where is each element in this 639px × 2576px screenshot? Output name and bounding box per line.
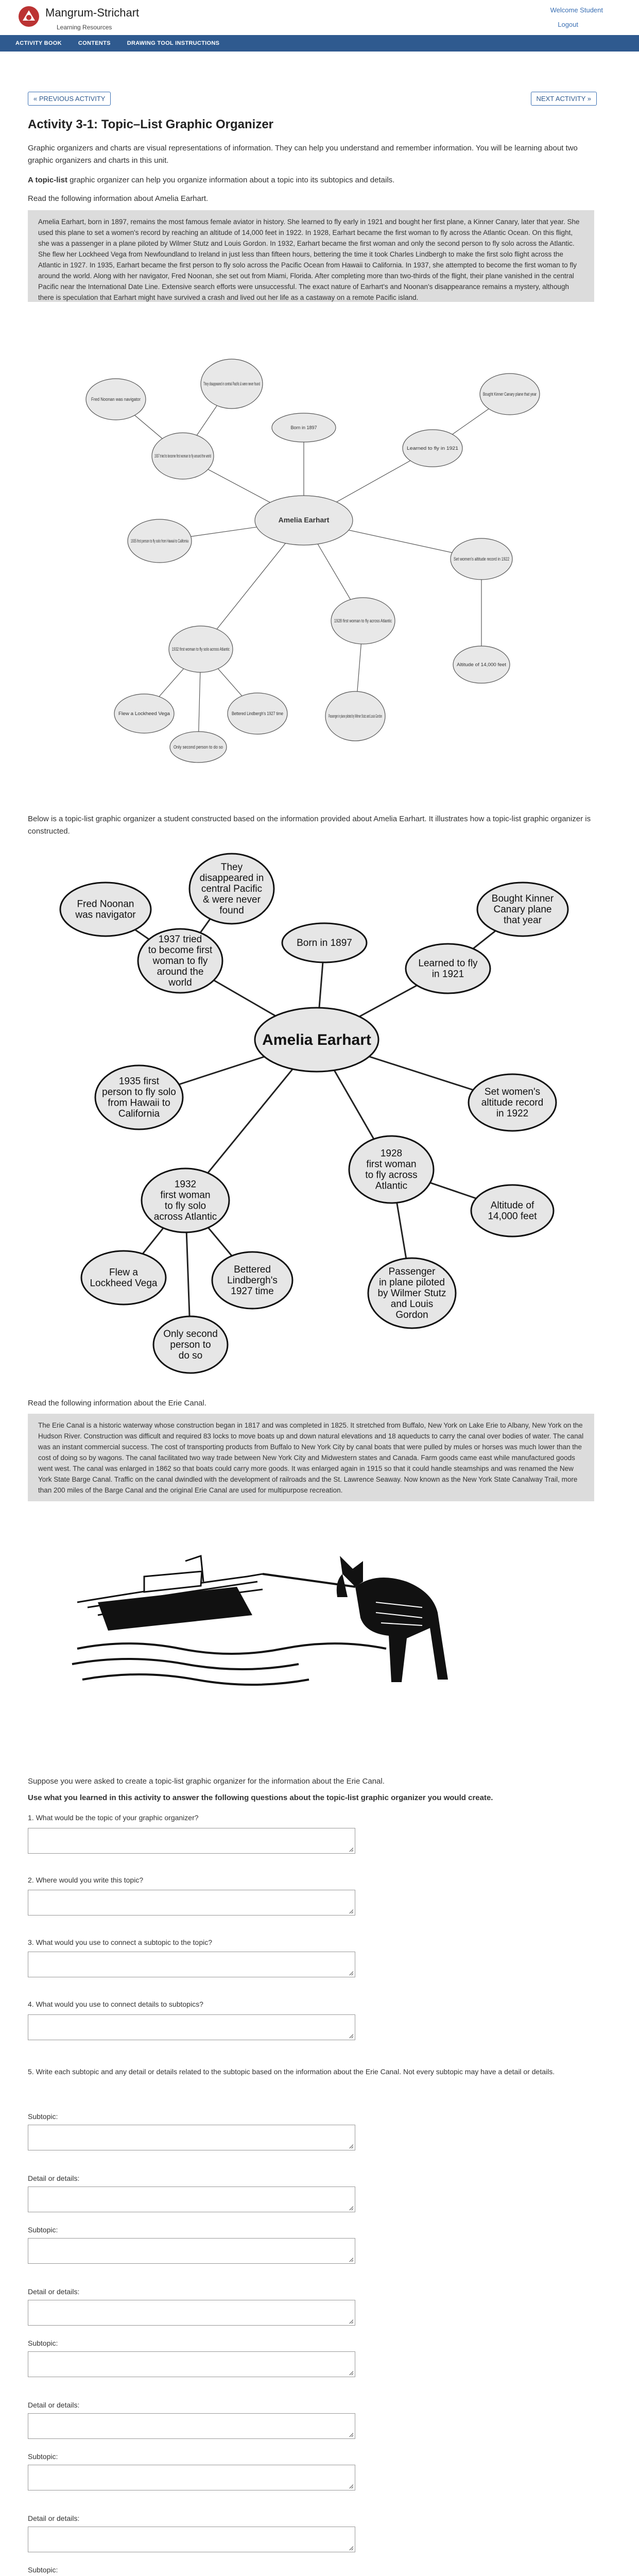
site-header: [0, 0, 639, 35]
large-label-line: first woman: [160, 1190, 211, 1201]
main-nav: [0, 35, 639, 52]
large-label-line: Flew a: [109, 1267, 138, 1278]
question-4: 4. What would you use to connect details to subtopics?: [28, 2000, 203, 2008]
read-amelia-instruction: Read the following information about Amelia Earhart.: [28, 194, 209, 203]
large-center-label: Amelia Earhart: [262, 1031, 371, 1048]
nav-contents[interactable]: CONTENTS: [78, 40, 111, 46]
question-5: 5. Write each subtopic and any detail or details related to the subtopic based on the information about the Erie Canal. Not every subtopic may have a detail or details.: [28, 2067, 555, 2076]
previous-activity-button[interactable]: « PREVIOUS ACTIVITY: [28, 92, 111, 106]
large-label-line: 14,000 feet: [488, 1211, 537, 1222]
large-label-line: Bettered: [234, 1264, 271, 1275]
nav-drawing-tool-instructions[interactable]: DRAWING TOOL INSTRUCTIONS: [127, 40, 220, 46]
large-label-line: altitude record: [481, 1097, 544, 1108]
logo: [18, 5, 40, 28]
next-activity-button[interactable]: NEXT ACTIVITY »: [531, 92, 597, 106]
large-label-line: 1937 tried: [158, 934, 202, 945]
large-label-line: person to fly solo: [102, 1087, 176, 1098]
answer-1-input[interactable]: [28, 1828, 355, 1854]
small-label-lindbergh: Bettered Lindbergh's 1927 time: [232, 711, 283, 716]
large-label-line: Lindbergh's: [227, 1275, 278, 1286]
large-label-line: by Wilmer Stutz: [377, 1288, 446, 1299]
answer-2-input[interactable]: [28, 1890, 355, 1916]
large-label-line: Canary plane: [493, 904, 552, 915]
subtopic-input[interactable]: [28, 2465, 355, 2490]
large-label-line: in 1922: [496, 1108, 529, 1119]
intro-bold: A topic-list: [28, 176, 67, 184]
nav-activity-book[interactable]: ACTIVITY BOOK: [15, 40, 62, 46]
large-label-line: Set women's: [484, 1087, 541, 1097]
large-label-line: that year: [504, 915, 542, 926]
large-label-line: from Hawaii to: [108, 1097, 170, 1109]
large-label-line: in 1921: [431, 969, 464, 980]
large-label-line: Lockheed Vega: [90, 1278, 158, 1289]
small-label-1937: 1937 tried to become first woman to fly around the world: [154, 453, 211, 459]
large-label-line: across Atlantic: [153, 1211, 217, 1223]
large-label-line: Only second: [163, 1329, 218, 1340]
large-label-line: woman to fly: [152, 956, 208, 967]
small-label-vega: Flew a Lockheed Vega: [118, 711, 170, 716]
question-3: 3. What would you use to connect a subtopic to the topic?: [28, 1938, 212, 1946]
large-label-lindbergh: [227, 1264, 278, 1297]
logout-link[interactable]: Logout: [558, 21, 578, 28]
small-label-born: Born in 1897: [290, 425, 317, 430]
detail-input[interactable]: [28, 2187, 355, 2212]
large-organizer-diagram: [57, 850, 572, 1381]
suppose-text: Suppose you were asked to create a topic-list graphic organizer for the information about the Erie Canal.: [28, 1777, 385, 1786]
detail-label: Detail or details:: [28, 2287, 80, 2296]
small-label-learned: Learned to fly in 1921: [407, 446, 458, 451]
large-label-line: 1935 first: [118, 1076, 160, 1087]
large-label-line: do so: [178, 1350, 203, 1361]
large-label-line: to fly solo: [164, 1200, 206, 1212]
subtopic-label: Subtopic:: [28, 2112, 58, 2121]
large-label-line: found: [219, 905, 244, 916]
intro-paragraph-2: [28, 174, 594, 187]
below-description: Below is a topic-list graphic organizer a student constructed based on the information provided about Amelia Earhart. It illustrates how a topic-list graphic organizer is constructed.: [28, 815, 591, 836]
subtopic-label: Subtopic:: [28, 2452, 58, 2461]
canal-boat-mule-illustration: [67, 1525, 489, 1700]
large-label-altitude: [488, 1200, 537, 1222]
large-label-line: & were never: [203, 894, 261, 905]
subtopic-input[interactable]: [28, 2125, 355, 2150]
detail-label: Detail or details:: [28, 2401, 80, 2409]
subtopic-input[interactable]: [28, 2238, 355, 2264]
large-label-line: in plane piloted: [379, 1277, 445, 1288]
welcome-text: Welcome Student: [550, 6, 603, 14]
small-label-1928: 1928 first woman to fly across Atlantic: [334, 618, 392, 623]
small-label-noonan: Fred Noonan was navigator: [91, 397, 141, 402]
erie-intro: Read the following information about the Erie Canal.: [28, 1399, 206, 1408]
detail-label: Detail or details:: [28, 2174, 80, 2182]
detail-input[interactable]: [28, 2300, 355, 2326]
small-label-1932: 1932 first woman to fly solo across Atlantic: [172, 647, 230, 652]
detail-input[interactable]: [28, 2527, 355, 2552]
large-label-line: to fly across: [365, 1170, 418, 1181]
intro-rest: graphic organizer can help you organize information about a topic into its subtopics and details.: [67, 176, 395, 184]
small-label-altitude-record: Set women's altitude record in 1922: [454, 556, 509, 562]
brand-subtitle: Learning Resources: [57, 24, 112, 31]
small-organizer-diagram: [62, 355, 537, 757]
question-2: 2. Where would you write this topic?: [28, 1876, 144, 1884]
large-label-line: California: [118, 1108, 160, 1120]
large-label-line: was navigator: [75, 909, 136, 921]
large-label-line: central Pacific: [201, 884, 263, 894]
answer-3-input[interactable]: [28, 1952, 355, 1977]
large-label-line: world: [168, 977, 192, 988]
use-instruction: Use what you learned in this activity to answer the following questions about the topic-list graphic organizer you would create.: [28, 1793, 493, 1802]
large-label-line: disappeared in: [199, 873, 264, 884]
erie-text-box: The Erie Canal is a historic waterway whose construction began in 1817 and was completed in 1825. It stretched from Buffalo, New York on Lake Erie to Albany, New York on the Hudson River. Construction was difficult and required 83 locks to move boats up and down natural elevations and 18 aqueducts to carry the canal over bodies of water. The canal was an instant commercial success. The cost of transporting products from Buffalo to New York City by canal boats that were pulled by mules or horses was much lower than the cost of doing so by wagons. The canal facilitated two way trade between New York City and Midwestern states and Canada. Farm goods came east while manufactured goods went west. The canal was enlarged in 1862 so that boats could carry more goods. It was enlarged again in 1915 so that it could handle steamships and was renamed the New York State Barge Canal. Traffic on the canal dwindled with the development of railroads and the St. Lawrence Seaway. Now known as the New York State Canalway Trail, more than 200 miles of the Barge Canal and the original Erie Canal are used for multipurpose recreation.: [28, 1414, 594, 1501]
large-label-line: person to: [170, 1340, 211, 1350]
subtopic-label: Subtopic:: [28, 2226, 58, 2234]
large-label-line: and Louis: [390, 1299, 434, 1310]
question-1: 1. What would be the topic of your graphic organizer?: [28, 1814, 199, 1822]
large-label-line: Atlantic: [375, 1180, 408, 1192]
brand-title: Mangrum-Strichart: [45, 6, 140, 19]
small-label-1935: 1935 first person to fly solo from Hawaii to California: [131, 538, 188, 544]
large-label-line: around the: [157, 967, 204, 977]
large-label-line: first woman: [366, 1159, 417, 1170]
large-label-line: to become first: [148, 945, 213, 956]
detail-label: Detail or details:: [28, 2514, 80, 2522]
large-label-line: Gordon: [395, 1310, 428, 1320]
large-label-line: Bought Kinner: [491, 893, 554, 904]
small-label-second: Only second person to do so: [174, 744, 223, 750]
intro-paragraph: Graphic organizers and charts are visual representations of information. They can help you understand and remember information. You will be learning about two graphic organizers and charts in this unit.: [28, 144, 578, 165]
large-label-line: 1932: [174, 1179, 197, 1190]
large-label-line: They: [220, 862, 243, 873]
large-label-line: Altitude of: [490, 1200, 534, 1211]
small-center-label: Amelia Earhart: [278, 516, 330, 524]
large-label-line: Fred Noonan: [77, 899, 134, 910]
answer-4-input[interactable]: [28, 2014, 355, 2040]
amelia-text-box: Amelia Earhart, born in 1897, remains the most famous female aviator in history. She learned to fly early in 1921 and bought her first plane, a Kinner Canary, later that year. She used this plane to set a women's record by reaching an altitude of 14,000 feet in 1922. In 1928, Earhart became the first woman to fly across the Atlantic Ocean. On this flight, she was a passenger in a plane piloted by Wilmer Stutz and Louis Gordon. In 1932, Earhart became the first woman and only the second person to fly solo across the Atlantic. She flew her Lockheed Vega from Newfoundland to Ireland in just less than fifteen hours, bettering the time it took Charles Lindbergh to make the first solo flight across the Atlantic in 1927. In 1935, Earhart became the first person to fly solo across the Pacific Ocean from Hawaii to California. In 1937, she attempted to become the first woman to fly around the world. Along with her navigator, Fred Noonan, she set out from Miami, Florida. After completing more than two-thirds of the flight, their plane vanished in the central Pacific near the International Date Line. Extensive search efforts were unsuccessful. The exact nature of Earhart's and Noonan's disappearance remains a mystery, although there is speculation that Earhart might have survived a crash and lived out her life as a castaway on a remote Pacific island.: [28, 210, 594, 302]
large-label-born: Born in 1897: [297, 938, 352, 948]
page-title: Activity 3-1: Topic–List Graphic Organizer: [28, 117, 273, 131]
large-label-line: 1927 time: [231, 1286, 274, 1297]
small-label-disappeared: They disappeared in central Pacific & were never found: [203, 381, 260, 386]
small-label-kinner: Bought Kinner Canary plane that year: [483, 392, 537, 397]
large-label-line: Passenger: [388, 1266, 436, 1277]
large-label-line: 1928: [380, 1148, 403, 1159]
small-label-altitude: Altitude of 14,000 feet: [457, 662, 507, 667]
small-label-passenger: Passenger in plane piloted by Wilmer Stutz and Louis Gordon: [329, 714, 382, 719]
subtopic-label: Subtopic:: [28, 2566, 58, 2574]
subtopic-input[interactable]: [28, 2351, 355, 2377]
large-label-noonan: [75, 899, 136, 921]
detail-input[interactable]: [28, 2413, 355, 2439]
large-label-line: Learned to fly: [418, 958, 478, 969]
subtopic-label: Subtopic:: [28, 2339, 58, 2347]
